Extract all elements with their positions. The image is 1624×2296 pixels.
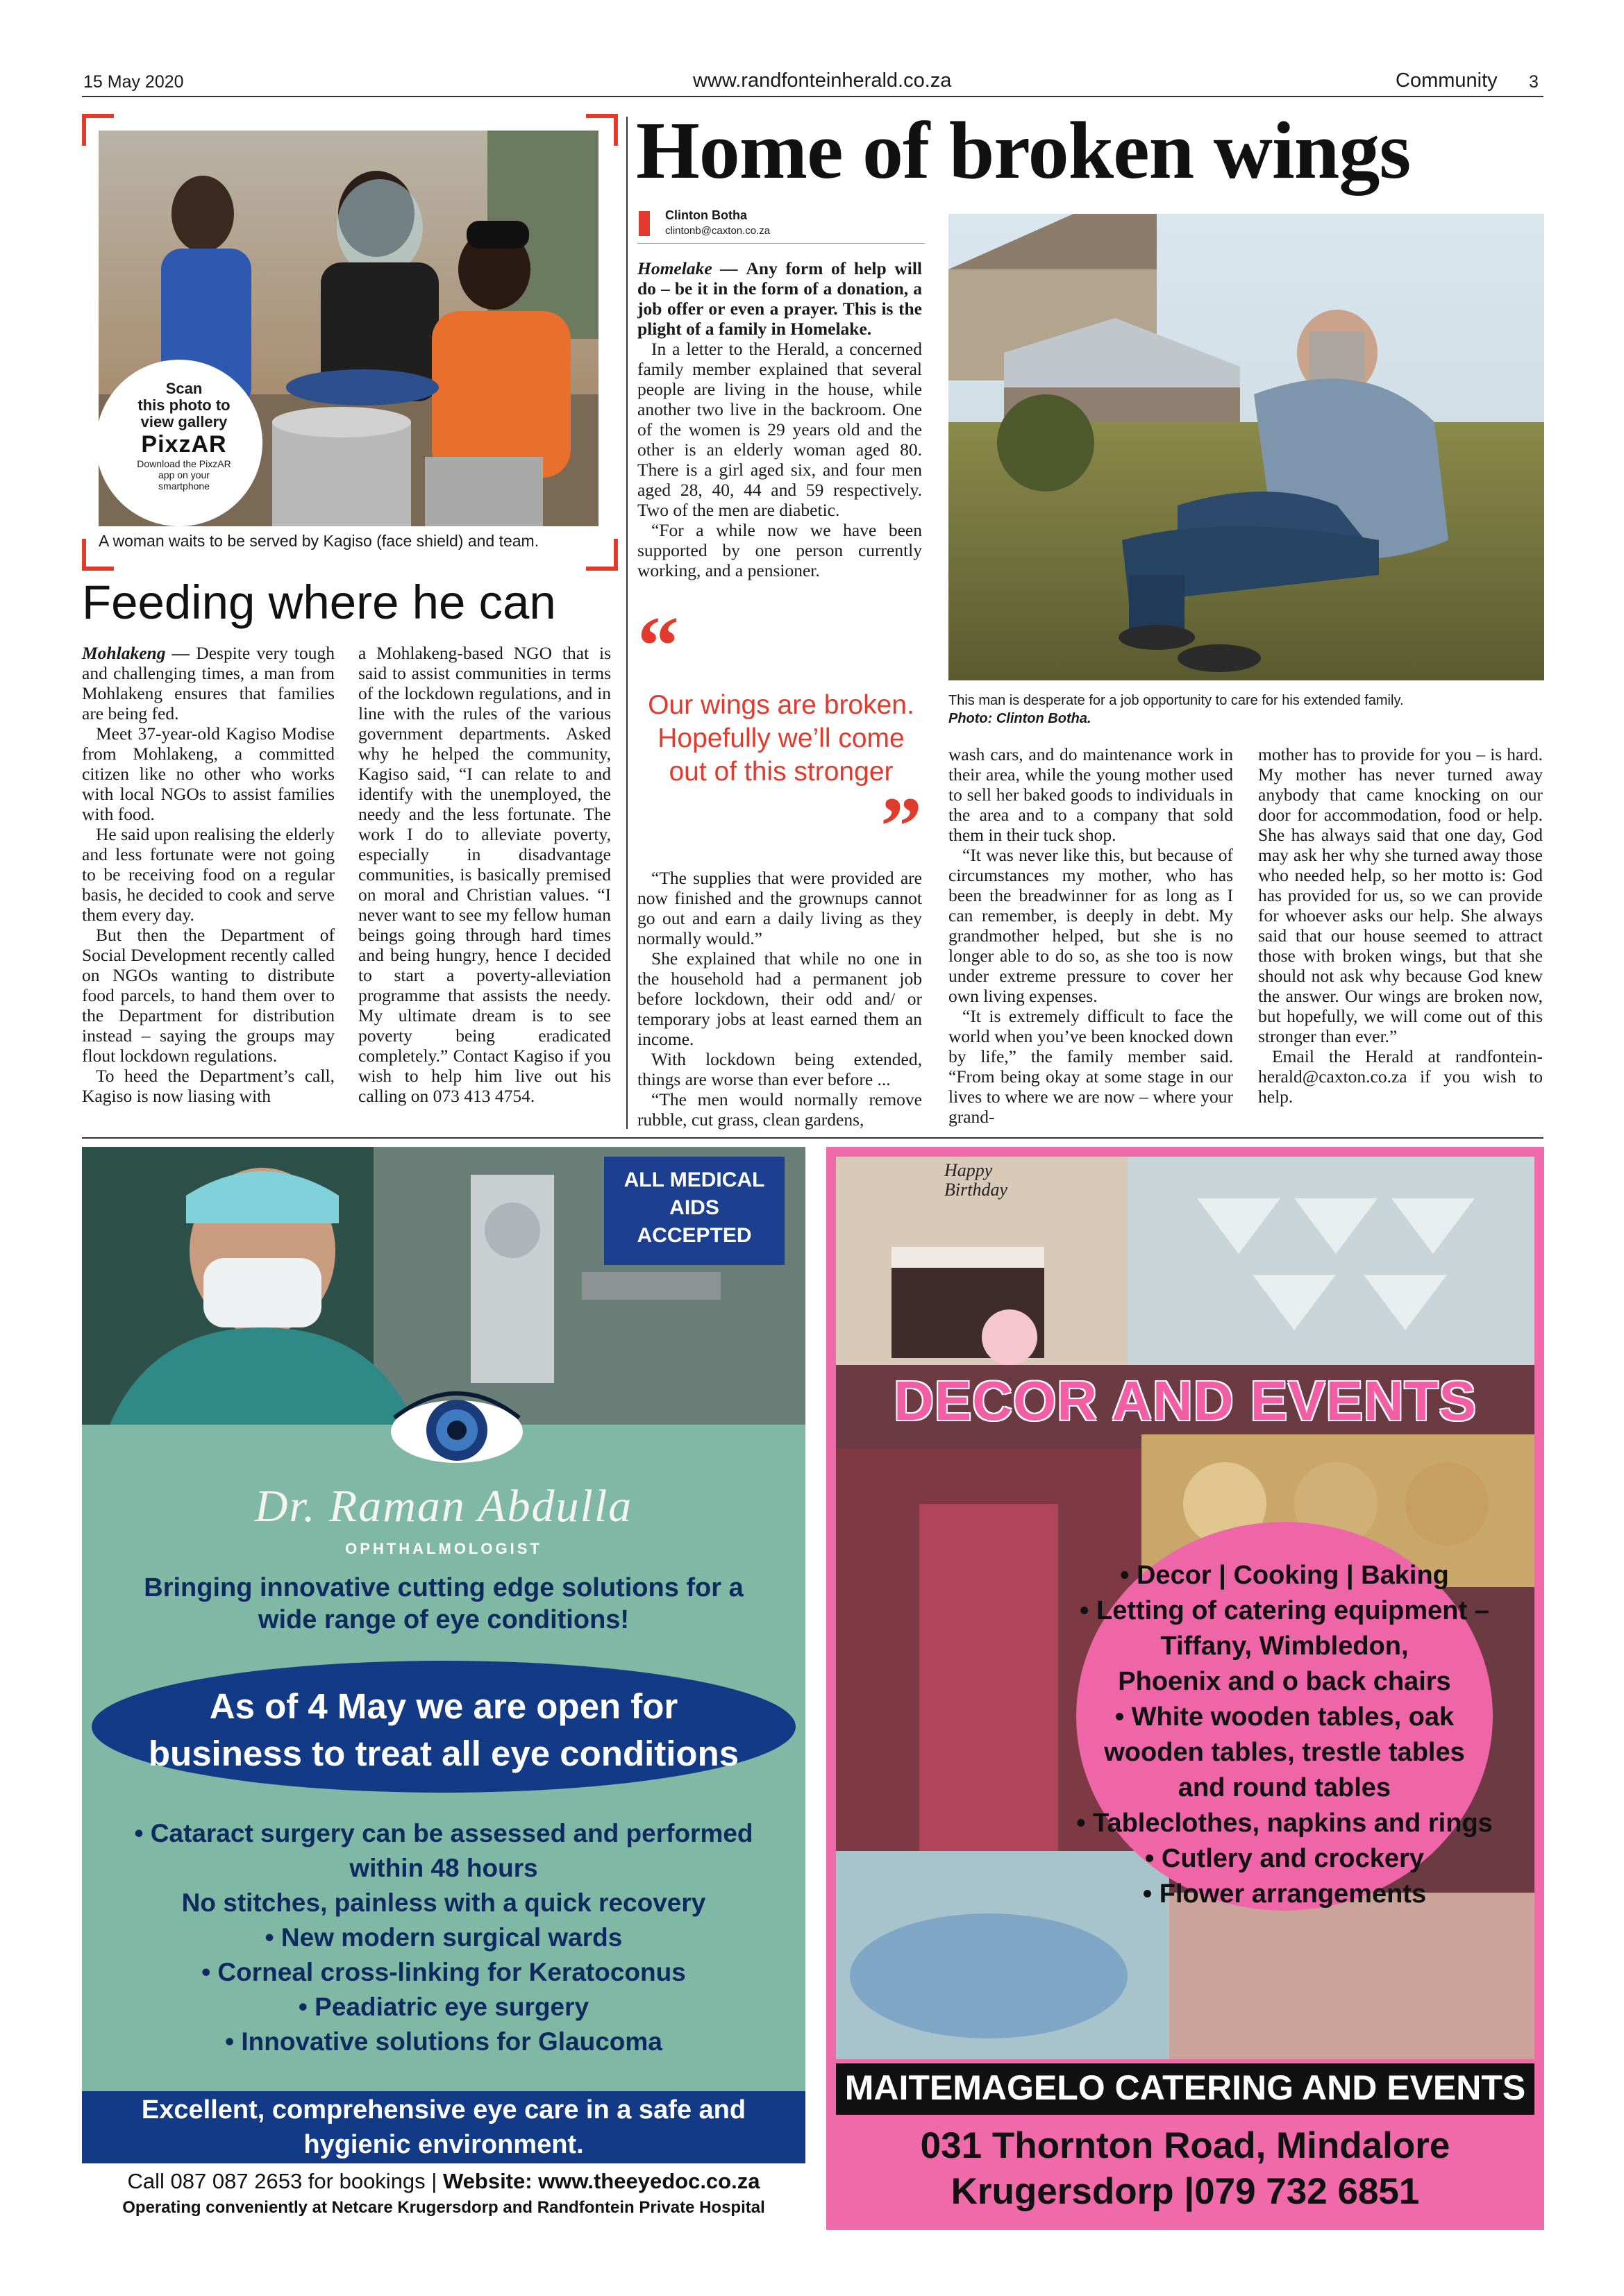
broken-wings-column-1-bottom — [637, 868, 922, 1130]
page-date: 15 May 2020 — [83, 72, 184, 92]
service-line: within 48 hours — [349, 1854, 538, 1882]
page-number: 3 — [1529, 72, 1539, 92]
feeding-column-2 — [358, 643, 611, 1106]
decor-services-list — [1062, 1558, 1507, 1912]
story-para: wash cars, and do maintenance work in their area, while the young mother used to sell her baked goods to individuals in the area and to a company that sold them in their tuck shop. — [948, 744, 1233, 845]
feeding-para: a Mohlakeng-based NGO that is said to assist communities in terms of the lockdown regulations, and in line with the rules of the various government departments. Asked why he helped the community, Kagiso said, “I can relate to and identify with the unemployed, the needy and the less fortunate. The work I do to alleviate poverty, especially in disadvantage communities, is basically premised on moral and Christian values. “I never want to see my fellow human beings going through hard times and being hungry, hence I decided to start a poverty-alleviation programme that assists the needy. My ultimate dream is to see poverty being eradicated completely.” Contact Kagiso if you wish to help him live out his calling on 073 413 4754. — [358, 643, 611, 1106]
open-banner-text: As of 4 May we are open for business to treat all eye conditions — [148, 1686, 739, 1773]
pixzar-small-2: app on your — [158, 469, 210, 480]
story-para: mother has to provide for you – is hard. My mother has never turned away anybody that came knocking on our door for accommodation, food or help. She has always said that one day, God may ask her why she turned away those who needed help, so her motto is: God has provided for us, so we can provide for whoever asks our help. She always said that our house seemed to attract those with broken wings, but that she should not ask why because God knew the answer. Our wings are broken now, but hopefully, we will come out of this stronger than ever.” — [1258, 744, 1543, 1046]
service-line: • Cataract surgery can be assessed and performed — [134, 1819, 753, 1847]
broken-wings-headline: Home of broken wings — [636, 105, 1411, 196]
eye-tagline: Bringing innovative cutting edge solutions for a wide range of eye conditions! — [144, 1573, 744, 1634]
service-line: • Tableclothes, napkins and rings — [1076, 1809, 1493, 1838]
eye-footer-banner-text: Excellent, comprehensive eye care in a safe and hygienic environment. — [141, 2095, 746, 2159]
section-name: Community — [1396, 69, 1498, 92]
pull-quote: Our wings are broken. Hopefully we’ll come out of this stronger — [648, 690, 914, 787]
man-photo-credit: Photo: Clinton Botha. — [948, 711, 1091, 726]
service-line: No stitches, painless with a quick recovery — [181, 1888, 706, 1917]
story-para: “For a while now we have been supported by one person currently working, and a pensioner. — [637, 520, 922, 580]
story-para: “It was never like this, but because of circumstances my mother, who has been the breadwinner for as long as I can remember, is deeply in debt. My grandmother helped, but she is no longer able to do so, as she too is now under extreme pressure to cover her own living expenses. — [948, 845, 1233, 1006]
cake-topper-text: Happy Birthday — [944, 1160, 1007, 1200]
feeding-para: He said upon realising the elderly and less fortunate were not going to be receiving food on a regular basis, he decided to cook and serve them every day. — [82, 824, 335, 925]
column-divider — [626, 117, 628, 1129]
eye-website[interactable]: Website: www.theeyedoc.co.za — [442, 2169, 760, 2193]
feeding-photo-caption: A woman waits to be served by Kagiso (face shield) and team. — [99, 532, 539, 550]
eye-logo-icon — [387, 1376, 526, 1473]
service-line: • Innovative solutions for Glaucoma — [225, 2027, 662, 2056]
service-line: Tiffany, Wimbledon, — [1160, 1632, 1409, 1661]
pixzar-line-1: Scan — [165, 380, 203, 397]
broken-wings-column-2 — [948, 744, 1233, 1127]
eye-contact-line[interactable] — [82, 2168, 805, 2195]
story-para: “It is extremely difficult to face the world when you’ve been knocked down by life,” the family member said. “From being okay at some stage in our lives to where we are now – where your grand- — [948, 1006, 1233, 1127]
service-line: • Flower arrangements — [1142, 1879, 1427, 1909]
byline-rule — [637, 243, 925, 244]
call-text: Call 087 087 2653 for bookings | — [127, 2169, 443, 2193]
website-header[interactable]: www.randfonteinherald.co.za — [693, 69, 952, 92]
intro-para: Homelake — Any form of help will do – be it in the form of a donation, a job offer or even a prayer. This is the plight of a family in Homelake. — [637, 258, 922, 339]
feeding-para: But then the Department of Social Development recently called on NGOs wanting to distribute food parcels, to hand them over to the Department for distribution instead – saying the groups may flout lockdown regulations. — [82, 925, 335, 1066]
feeding-para: To heed the Department’s call, Kagiso is now liasing with — [82, 1066, 335, 1106]
service-line: • Cutlery and crockery — [1145, 1844, 1424, 1873]
decor-address: 031 Thornton Road, Mindalore — [920, 2125, 1450, 2166]
service-line: • Peadiatric eye surgery — [298, 1993, 589, 2021]
editorial-bottom-rule — [82, 1137, 1543, 1139]
eye-doctor-ad[interactable] — [82, 1147, 805, 2222]
header-rule — [82, 96, 1543, 97]
eye-services-list — [82, 1816, 805, 2059]
feeding-para: Mohlakeng — Despite very tough and challenging times, a man from Mohlakeng ensures that families are being fed. — [82, 643, 335, 723]
company-name: MAITEMAGELO CATERING AND EVENTS — [844, 2068, 1526, 2107]
decor-contact[interactable]: Krugersdorp |079 732 6851 — [951, 2171, 1420, 2212]
pixzar-line-3: view gallery — [140, 413, 228, 430]
story-para: She explained that while no one in the household had a permanent job before lockdown, their odd and/ or temporary jobs at least earned them an income. — [637, 948, 922, 1049]
service-line: • Letting of catering equipment – — [1080, 1596, 1489, 1625]
byline-name: Clinton Botha — [665, 208, 747, 222]
broken-wings-column-3 — [1258, 744, 1543, 1107]
quote-close-mark: ” — [880, 780, 922, 872]
decor-title: DECOR AND EVENTS — [894, 1370, 1477, 1432]
pixzar-badge[interactable] — [111, 380, 257, 492]
decor-events-ad[interactable] — [826, 1147, 1544, 2230]
medical-aids-text: ALL MEDICAL AIDS ACCEPTED — [623, 1168, 765, 1247]
story-para: Email the Herald at randfontein-herald@caxton.co.za if you wish to help. — [1258, 1046, 1543, 1107]
man-sitting-photo — [948, 214, 1544, 680]
story-para: “The men would normally remove rubble, cut grass, clean gardens, — [637, 1089, 922, 1130]
byline-email[interactable]: clintonb@caxton.co.za — [665, 225, 771, 237]
doctor-title: OPHTHALMOLOGIST — [345, 1540, 542, 1557]
byline-marker — [639, 211, 650, 236]
feeding-headline: Feeding where he can — [82, 576, 556, 629]
man-photo-caption: This man is desperate for a job opportunity to care for his extended family. — [948, 693, 1404, 708]
service-line: • Decor | Cooking | Baking — [1120, 1561, 1449, 1590]
service-line: • White wooden tables, oak — [1114, 1702, 1455, 1732]
pixzar-line-2: this photo to — [137, 396, 231, 414]
service-line: • Corneal cross-linking for Keratoconus — [201, 1958, 686, 1986]
quote-open-mark: “ — [637, 599, 679, 692]
pixzar-logo: PixzAR — [141, 431, 227, 458]
pixzar-small-3: smartphone — [158, 480, 210, 492]
feeding-column-1 — [82, 643, 335, 1106]
service-line: • New modern surgical wards — [265, 1923, 623, 1952]
feeding-para: Meet 37-year-old Kagiso Modise from Mohlakeng, a committed citizen like no other who works with local NGOs to assist families with food. — [82, 723, 335, 824]
story-para: With lockdown being extended, things are worse than ever before ... — [637, 1049, 922, 1089]
doctor-name: Dr. Raman Abdulla — [254, 1481, 633, 1532]
service-line: Phoenix and o back chairs — [1118, 1667, 1451, 1696]
service-line: and round tables — [1178, 1773, 1391, 1802]
story-para: “The supplies that were provided are now finished and the grownups cannot go out and earn a daily living as they normally would.” — [637, 868, 922, 948]
story-para: In a letter to the Herald, a concerned family member explained that several people are living in the house, while another two live in the backroom. One of the women is 29 years old and the other is an elderly woman aged 80. There is a girl aged six, and four men aged 28, 40, 44 and 59 respectively. Two of the men are diabetic. — [637, 339, 922, 520]
pixzar-small-1: Download the PixzAR — [137, 458, 231, 469]
eye-locations: Operating conveniently at Netcare Krugersdorp and Randfontein Private Hospital — [122, 2198, 765, 2217]
broken-wings-column-1-top — [637, 258, 922, 580]
service-line: wooden tables, trestle tables — [1104, 1738, 1465, 1767]
